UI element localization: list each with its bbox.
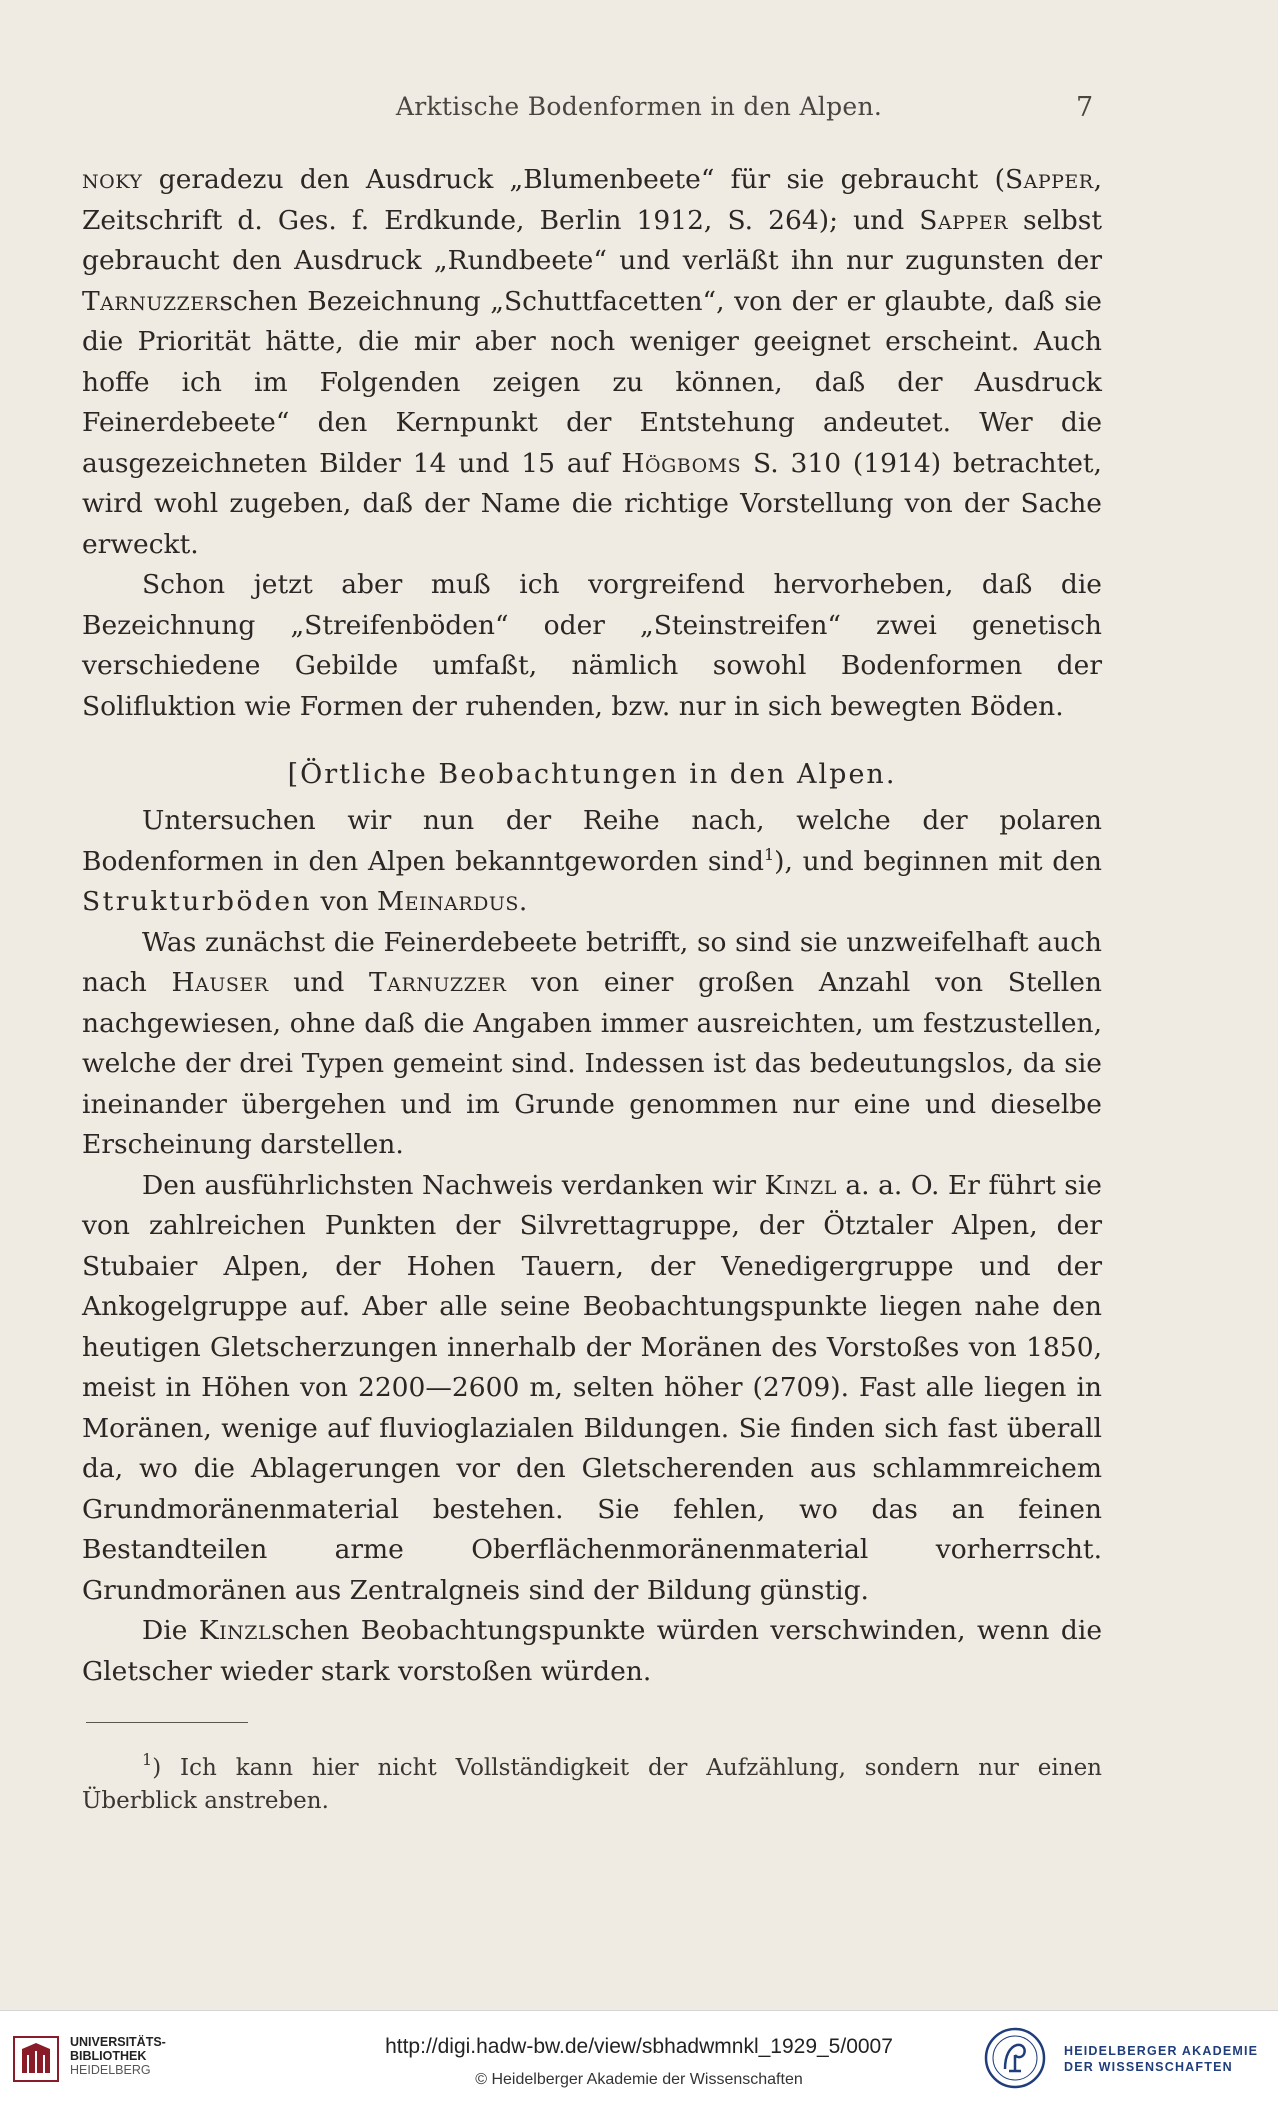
footnote-text: ) Ich kann hier nicht Vollständigkeit der Aufzählung, sondern nur einen Überblick anstreben. [82, 1755, 1102, 1814]
viewer-footer [0, 2010, 1278, 2103]
copyright-notice: © Heidelberger Akademie der Wissenschaften [475, 2071, 803, 2088]
running-title: Arktische Bodenformen in den Alpen. [395, 92, 883, 121]
text-run: Die [142, 1615, 199, 1646]
paragraph-2: Schon jetzt aber muß ich vorgreifend hervorheben, daß die Bezeichnung „Streifenböden“ oder „Steinstreifen“ zwei genetisch verschiedene Gebilde umfaßt, nämlich sowohl Bodenformen der Solifluktion wie Formen der ruhenden, bzw. nur in sich bewegten Böden. [82, 569, 1102, 722]
footnote [82, 1752, 1102, 1818]
text-run: schen Beobachtungspunkte würden verschwinden, wenn die Gletscher wieder stark vorstoßen würden. [82, 1615, 1103, 1687]
paragraph-5 [82, 1166, 1102, 1612]
text-run: . [518, 886, 528, 917]
author-name: Tarnuzzer [82, 285, 220, 317]
author-name: Kinzl [198, 1615, 272, 1646]
paragraph-4 [82, 923, 1102, 1166]
text-run: Was zunächst die Feinerdebeete betrifft, so sind sie unzweifelhaft auch nach [82, 926, 1102, 998]
text-run: schen Bezeichnung „Schuttfacetten“, von der er glaubte, daß sie die Priorität hätte, die mir aber noch weniger geeignet erscheint. Auch hoffe ich im Folgenden zeigen zu können, daß der Ausdruck Feinerdebeete“ den Kernpunkt der Entstehung andeutet. Wer die ausgezeichneten Bilder 14 und 15 auf [82, 285, 1102, 479]
academy-seal-icon [984, 2027, 1046, 2089]
author-name: Sapper [919, 204, 1008, 236]
text-run: S. 310 (1914) betrachtet, wird wohl zugeben, daß der Name die richtige Vorstellung von der Sache erweckt. [82, 447, 1102, 560]
text-run: , Zeitschrift d. Ges. f. Erdkunde, Berlin 1912, S. 264); und [82, 164, 1102, 236]
library-name: UNIVERSITÄTS- BIBLIOTHEK HEIDELBERG [70, 2035, 166, 2077]
text-run: geradezu den Ausdruck „Blumenbeete“ für sie gebraucht ( [142, 164, 1005, 195]
text-run: a. a. O. Er führt sie von zahlreichen Punkten der Silvrettagruppe, der Ötztaler Alpen, der Stubaier Alpen, der Hohen Tauern, der Venedigergruppe und der Ankogelgruppe auf. Aber alle seine Beobachtungspunkte liegen nahe den heutigen Gletscherzungen innerhalb der Moränen des Vorstoßes von 1850, meist in Höhen von 2200—2600 m, selten höher (2709). Fast alle liegen in Moränen, wenige auf fluvioglazialen Bildungen. Sie finden sich fast überall da, wo die Ablagerungen vor den Gletscherenden aus schlammreichem Grundmoränenmaterial bestehen. Sie fehlen, wo das an feinen Bestandteilen arme Oberflächenmoränenmaterial vorherrscht. Grundmoränen aus Zentralgneis sind der Bildung günstig. [82, 1169, 1102, 1606]
paragraph-6 [82, 1611, 1102, 1692]
author-name: Kinzl [764, 1169, 837, 1201]
body-text [82, 160, 1102, 1692]
permalink-url[interactable]: http://digi.hadw-bw.de/view/sbhadwmnkl_1929_5/0007 [385, 2035, 893, 2058]
author-name: Högboms [621, 447, 742, 479]
emphasized-term: Strukturböden [82, 886, 313, 917]
author-name: noky [82, 164, 143, 195]
section-heading: [Örtliche Beobachtungen in den Alpen. [287, 759, 897, 790]
text-run: von [312, 886, 377, 917]
author-name: Tarnuzzer [369, 967, 507, 998]
footnote-rule [86, 1722, 248, 1723]
text-run: ), und beginnen mit den [774, 845, 1102, 877]
running-head [0, 88, 1278, 128]
paragraph-3 [82, 801, 1102, 923]
footnote-marker: 1 [763, 844, 775, 864]
text-run: selbst gebraucht den Ausdruck „Rundbeete“ und verläßt ihn nur zugunsten der [82, 204, 1102, 276]
author-name: Hauser [171, 967, 269, 998]
text-run: von einer großen Anzahl von Stellen nachgewiesen, ohne daß die Angaben immer ausreichten, um festzustellen, welche der drei Typen gemeint sind. Indessen ist das bedeutungslos, da sie ineinander übergehen und im Grunde genommen nur eine und dieselbe Erscheinung darstellen. [82, 967, 1102, 1160]
text-run: Den ausführlichsten Nachweis verdanken wir [142, 1169, 765, 1201]
footnote-number: 1 [142, 1750, 153, 1769]
paragraph-1 [82, 160, 1102, 565]
author-name: Sapper [1004, 164, 1094, 195]
text-run: und [268, 967, 370, 998]
academy-name: HEIDELBERGER AKADEMIE DER WISSENSCHAFTEN [1064, 2044, 1259, 2074]
text-run: Untersuchen wir nun der Reihe nach, welche der polaren Bodenformen in den Alpen bekanntgeworden sind [82, 805, 1102, 877]
author-name: Meinardus [376, 886, 519, 917]
page-number: 7 [1076, 92, 1094, 123]
